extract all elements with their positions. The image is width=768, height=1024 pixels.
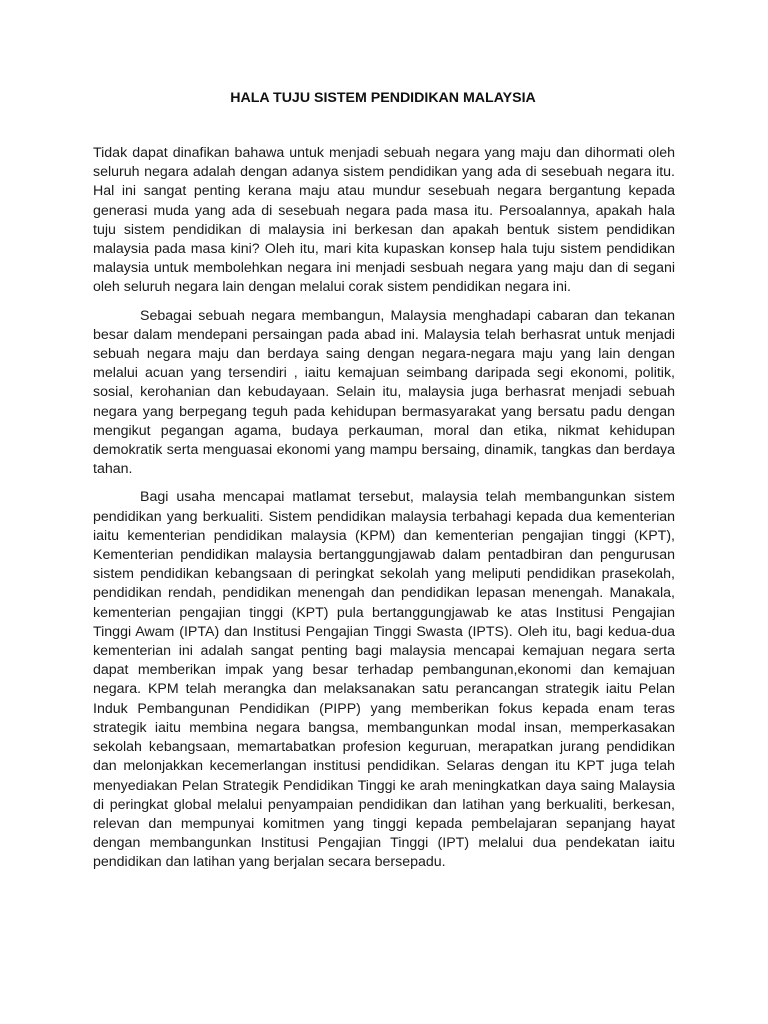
paragraph-introduction: Tidak dapat dinafikan bahawa untuk menjadi sebuah negara yang maju dan dihormati oleh seluruh negara adalah dengan adanya sistem pendidikan yang ada di sesebuah negara itu. Hal ini sangat penting kerana maju atau mundur sesebuah negara bergantung kepada generasi muda yang ada di sesebuah negara pada masa itu. Persoalannya, apakah hala tuju sistem pendidikan di malaysia ini berkesan dan apakah bentuk sistem pendidikan malaysia pada masa kini? Oleh itu, mari kita kupaskan konsep hala tuju sistem pendidikan malaysia untuk membolehkan negara ini menjadi sesbuah negara yang maju dan di segani oleh seluruh negara lain dengan melalui corak sistem pendidikan negara ini. <box>93 145 675 296</box>
paragraph-challenges: Sebagai sebuah negara membangun, Malaysia menghadapi cabaran dan tekanan besar dalam mendepani persaingan pada abad ini. Malaysia telah berhasrat untuk menjadi sebuah negara maju dan berdaya saing dengan negara-negara maju yang lain dengan melalui acuan yang tersendiri , iaitu kemajuan seimbang daripada segi ekonomi, politik, sosial, kerohanian dan kebudayaan. Selain itu, malaysia juga berhasrat menjadi sebuah negara yang berpegang teguh pada kehidupan bermasyarakat yang bersatu padu dengan mengikut pegangan agama, budaya perkauman, moral dan etika, nikmat kehidupan demokratik serta menguasai ekonomi yang mampu bersaing, dinamik, tangkas dan berdaya tahan. <box>93 307 675 478</box>
paragraph-education-system: Bagi usaha mencapai matlamat tersebut, malaysia telah membangunkan sistem pendidikan yang berkualiti. Sistem pendidikan malaysia terbahagi kepada dua kementerian iaitu kementerian pendidikan malaysia (KPM) dan kementerian pengajian tinggi (KPT), Kementerian pendidikan malaysia bertanggungjawab dalam pentadbiran dan pengurusan sistem pendidikan kebangsaan di peringkat sekolah yang meliputi pendidikan prasekolah, pendidikan rendah, pendidikan menengah dan pendidikan lepasan menengah. Manakala, kementerian pengajian tinggi (KPT) pula bertanggungjawab ke atas Institusi Pengajian Tinggi Awam (IPTA) dan Institusi Pengajian Tinggi Swasta (IPTS). Oleh itu, bagi kedua-dua kementerian ini adalah sangat penting bagi malaysia mencapai kemajuan negara serta dapat memberikan impak yang besar terhadap pembangunan,ekonomi dan kemajuan negara. KPM telah merangka dan melaksanakan satu perancangan strategik iaitu Pelan Induk Pembangunan Pendidikan (PIPP) yang memberikan fokus kepada enam teras strategik iaitu membina negara bangsa, membangunkan modal insan, memperkasakan sekolah kebangsaan, memartabatkan profesion keguruan, merapatkan jurang pendidikan dan melonjakkan kecemerlangan institusi pendidikan. Selaras dengan itu KPT juga telah menyediakan Pelan Strategik Pendidikan Tinggi ke arah meningkatkan daya saing Malaysia di peringkat global melalui penyampaian pendidikan dan latihan yang berkualiti, berkesan, relevan dan mempunyai komitmen yang tinggi kepada pembelajaran sepanjang hayat dengan membangunkan Institusi Pengajian Tinggi (IPT) melalui dua pendekatan iaitu pendidikan dan latihan yang berjalan secara bersepadu. <box>93 489 675 871</box>
document-body <box>93 144 675 882</box>
document-title: HALA TUJU SISTEM PENDIDIKAN MALAYSIA <box>230 90 536 106</box>
